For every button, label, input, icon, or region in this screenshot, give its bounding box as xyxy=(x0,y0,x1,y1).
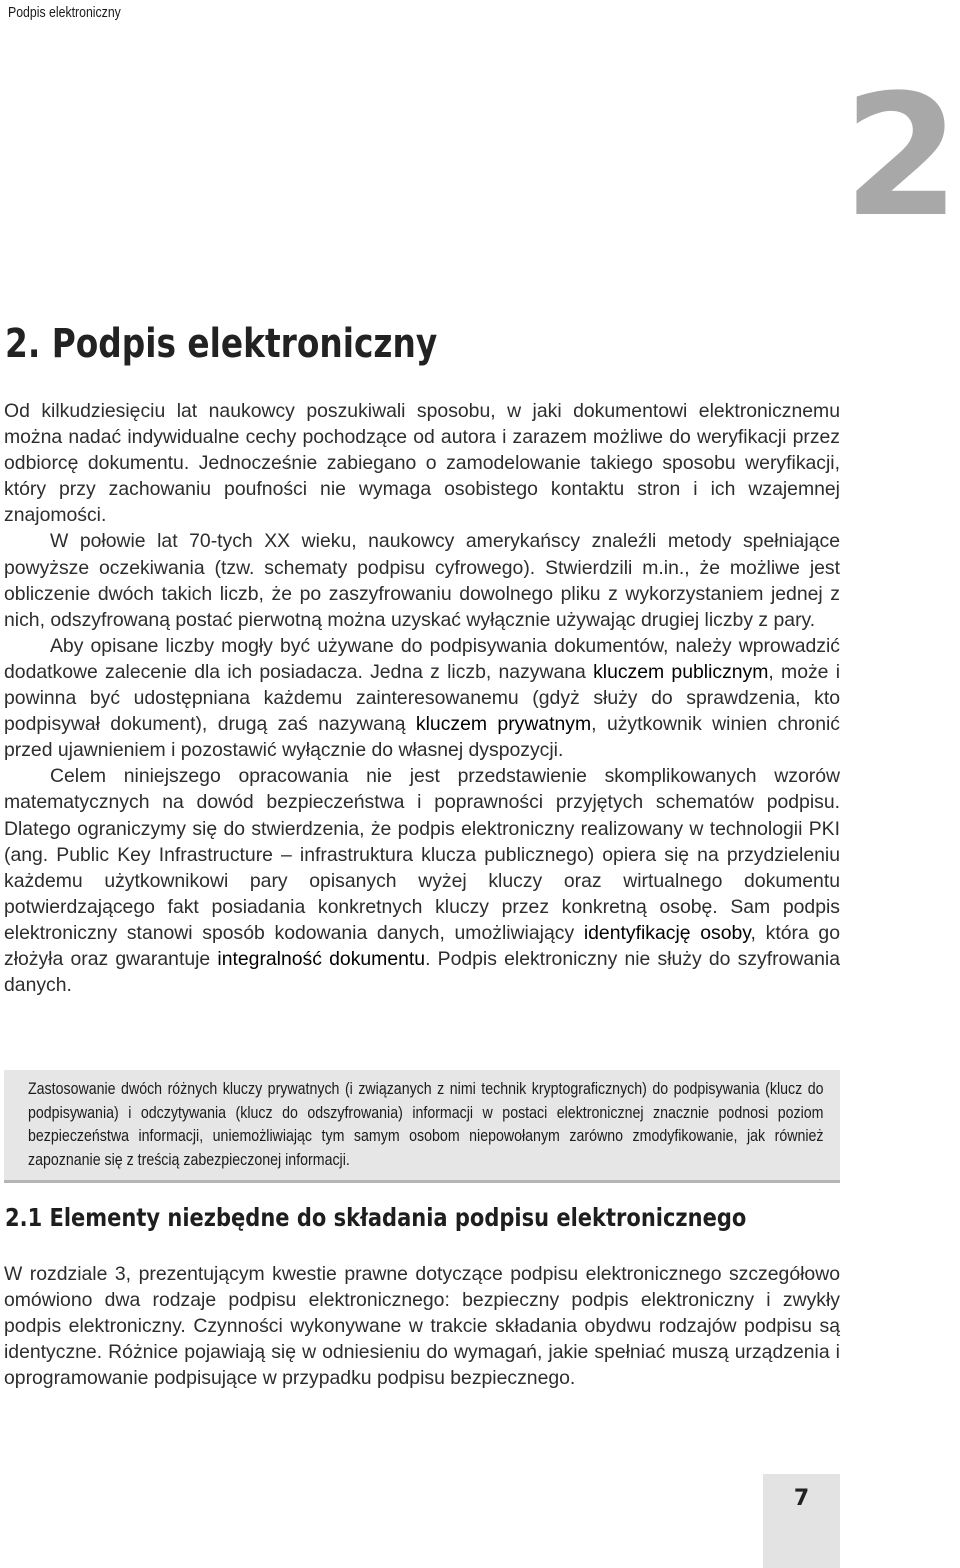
paragraph-3-text-c: , użytkownik winien chronić przed ujawnieniem i pozostawić wyłącznie do własnej dyspozycji. xyxy=(4,713,841,762)
term-integrity: integralność dokumentu xyxy=(217,947,426,970)
paragraph-4-text-b: , która go złożyła oraz gwarantuje xyxy=(4,921,840,970)
paragraph-4-text-c: . Podpis elektroniczny nie służy do szyfrowania danych. xyxy=(4,947,840,997)
highlight-note-text: Zastosowanie dwóch różnych kluczy prywatnych (i związanych z nimi technik kryptograficznych) do podpisywania (klucz do podpisywania) i odczytywania (klucz do odszyfrowania) informacji w postaci elektronicznej znacznie podnosi poziom bezpieczeństwa informacji, uniemożliwiając tym samym osobom niepowołanym zarówno zmodyfikowanie, jak również zapoznanie się z treścią zabezpieczonej informacji. xyxy=(28,1080,824,1170)
term-public-key: kluczem publicznym xyxy=(593,660,769,683)
chapter-title: 2. Podpis elektroniczny xyxy=(5,321,438,367)
term-identification: identyfikację osoby xyxy=(583,921,751,944)
term-private-key: kluczem prywatnym xyxy=(415,713,592,736)
paragraph-1: Od kilkudziesięciu lat naukowcy poszukiwali sposobu, w jaki dokumentowi elektronicznemu można nadać indywidualne cechy pochodzące od autora i zarazem możliwe do weryfikacji przez odbiorcę dokumentu. Jednocześnie zabiegano o zamodelowanie takiego sposobu weryfikacji, który przy zachowaniu poufności nie wymaga osobistego kontaktu stron i ich wzajemnej znajomości. xyxy=(4,400,840,527)
chapter-number-large: 2 xyxy=(843,58,956,254)
paragraph-4-text-a: Celem niniejszego opracowania nie jest przedstawienie skomplikowanych wzorów matematycznych na dowód bezpieczeństwa i poprawności przyjętych schematów podpisu. Dlatego ograniczymy się do stwierdzenia, że podpis elektroniczny realizowany w technologii PKI (ang. Public Key Infrastructure – infrastruktura klucza publicznego) opiera się na przydzieleniu każdemu użytkownikowi pary opisanych wyżej kluczy oraz wirtualnego dokumentu potwierdzającego fakt posiadania konkretnych kluczy przez konkretną osobę. Sam podpis elektroniczny stanowi sposób kodowania danych, umożliwiający xyxy=(4,765,840,944)
section-body-text xyxy=(4,1261,840,1391)
section-title: 2.1 Elementy niezbędne do składania podpisu elektronicznego xyxy=(5,1203,747,1232)
paragraph-3-text-b: , może i powinna być udostępniana każdemu zainteresowanemu (gdyż służy do sprawdzenia, kto podpisywał dokument), drugą zaś nazywaną xyxy=(4,660,841,736)
chapter-intro-text xyxy=(4,398,840,998)
section-paragraph-1: W rozdziale 3, prezentującym kwestie prawne dotyczące podpisu elektronicznego szczegółowo omówiono dwa rodzaje podpisu elektronicznego: bezpieczny podpis elektroniczny i zwykły podpis elektroniczny. Czynności wykonywane w trakcie składania obydwu rodzajów podpisu są identyczne. Różnice pojawiają się w odniesieniu do wymagań, jakie spełniać muszą urządzenia i oprogramowanie podpisujące w przypadku podpisu bezpiecznego. xyxy=(4,1263,840,1390)
paragraph-4 xyxy=(4,763,840,998)
paragraph-3-text-a: Aby opisane liczby mogły być używane do podpisywania dokumentów, należy wprowadzić dodatkowe zalecenie dla ich posiadacza. Jedna z liczb, nazywana xyxy=(4,634,840,683)
paragraph-2: W połowie lat 70-tych XX wieku, naukowcy amerykańscy znaleźli metody spełniające powyższe oczekiwania (tzw. schematy podpisu cyfrowego). Stwierdzili m.in., że możliwe jest obliczenie dwóch takich liczb, że po zaszyfrowaniu dowolnego pliku z wykorzystaniem jednej z nich, odszyfrowaną postać pierwotną można uzyskać wyłącznie używając drugiej liczby z pary. xyxy=(4,530,840,631)
running-header: Podpis elektroniczny xyxy=(8,4,121,21)
page-number: 7 xyxy=(793,1486,810,1511)
paragraph-3 xyxy=(4,633,840,763)
page-number-box xyxy=(763,1474,840,1568)
highlight-note-box xyxy=(4,1070,840,1183)
